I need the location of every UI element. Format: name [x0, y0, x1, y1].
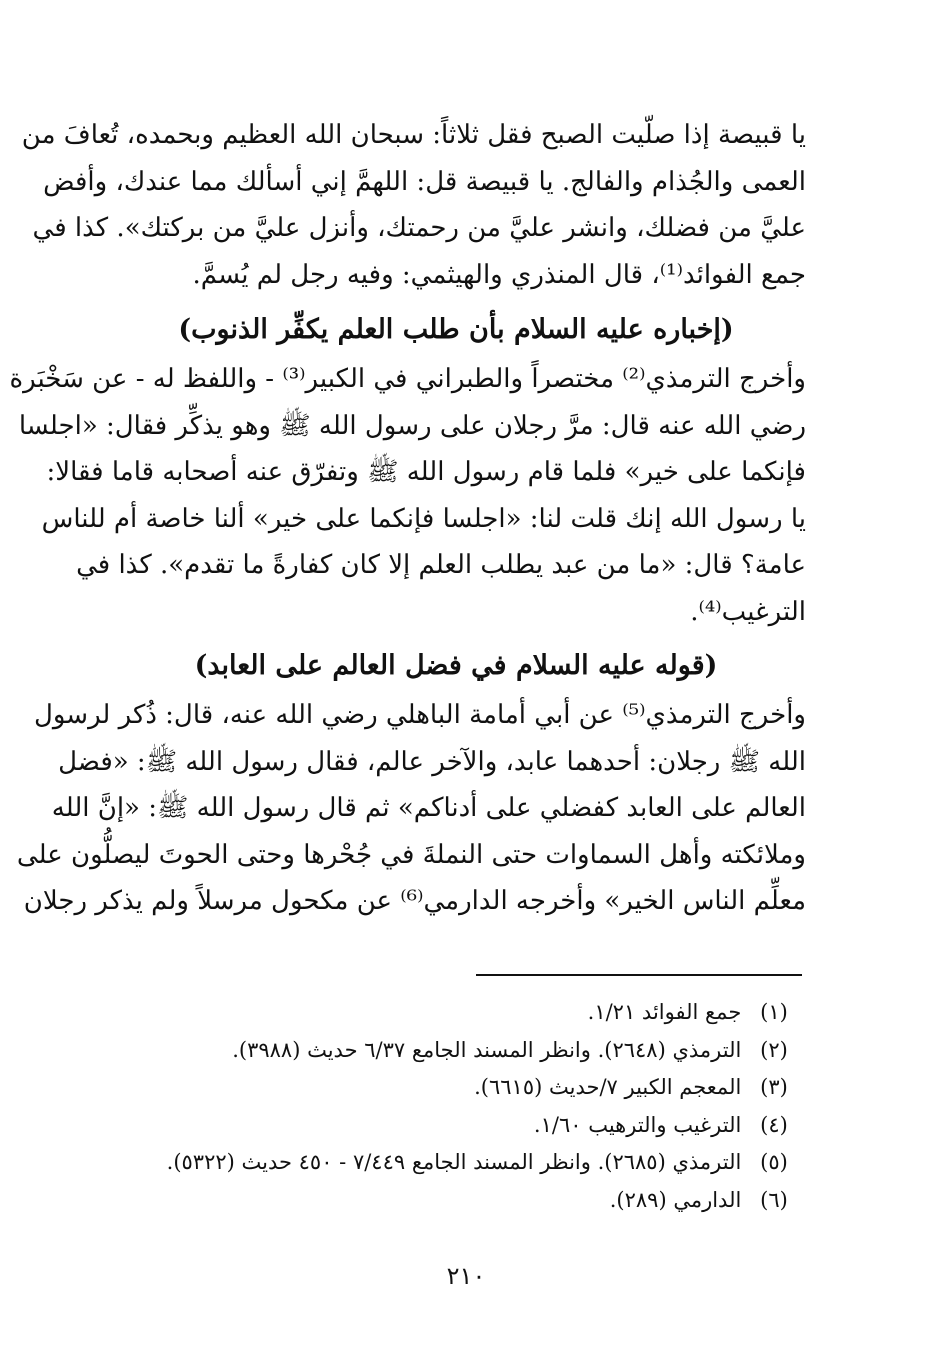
text-line: العالم على العابد كفضلي على أدناكم» ثم قال رسول الله ﷺ: «إنَّ الله: [51, 793, 806, 823]
text-line: العمى والجُذام والفالج. يا قبيصة قل: اللهمَّ إني أسألك مما عندك، وأفض: [43, 166, 806, 197]
footnote-text: الترغيب والترهيب ١/٦٠.: [533, 1112, 742, 1137]
paragraph-3: [16, 692, 806, 925]
footnote-text: الترمذي (٢٦٤٨). وانظر المسند الجامع ٦/٣٧ حديث (٣٩٨٨).: [232, 1037, 742, 1062]
footnote-number: (٣): [760, 1075, 788, 1099]
paragraph-2: [9, 356, 806, 635]
footnote-text: الترمذي (٢٦٨٥). وانظر المسند الجامع ٧/٤٤٩ - ٤٥٠ حديث (٥٣٢٢).: [166, 1150, 742, 1174]
text-line: عليَّ من فضلك، وانشر عليَّ من رحمتك، وأنزل عليَّ من بركتك». كذا في: [32, 213, 806, 243]
section-heading-2-wrapper: [106, 646, 806, 686]
footnote-item: [140, 994, 800, 1032]
section-heading-1-wrapper: [106, 310, 806, 350]
text-line: يا رسول الله إنك قلت لنا: «اجلسا فإنكما على خير» ألنا خاصة أم للناس: [41, 503, 806, 534]
footnotes: [140, 994, 800, 1219]
footnote-text: الدارمي (٢٨٩).: [609, 1187, 742, 1212]
text-line: وأخرج الترمذي⁽²⁾ مختصراً والطبراني في الكبير⁽³⁾ - واللفظ له - عن سَخْبَرة: [9, 364, 806, 394]
footnote-item: [140, 1182, 800, 1220]
text-line: فإنكما على خير» فلما قام رسول الله ﷺ وتفرّق عنه أصحابه قاما فقالا:: [46, 457, 806, 487]
footnote-number: (١): [760, 1000, 788, 1024]
text-line: الله ﷺ رجلان: أحدهما عابد، والآخر عالم، فقال رسول الله ﷺ: «فضل: [58, 746, 806, 777]
footnote-separator: [476, 974, 802, 976]
text-line: رضي الله عنه قال: مرَّ رجلان على رسول الله ﷺ وهو يذكِّر فقال: «اجلسا: [18, 410, 806, 441]
text-line: يا قبيصة إذا صلّيت الصبح فقل ثلاثاً: سبحان الله العظيم وبحمده، تُعافَ من: [21, 120, 806, 150]
paragraph-1: [21, 112, 806, 298]
text-line: جمع الفوائد⁽¹⁾، قال المنذري والهيثمي: وفيه رجل لم يُسمَّ.: [192, 259, 806, 290]
footnote-number: (٢): [760, 1037, 788, 1062]
section-heading: (إخباره عليه السلام بأن طلب العلم يكفِّر الذنوب): [178, 314, 734, 345]
page-number: ٢١٠: [446, 1262, 486, 1290]
footnote-item: [140, 1032, 800, 1070]
footnote-number: (٦): [760, 1187, 788, 1212]
text-line: وملائكته وأهل السماوات حتى النملةَ في جُحْرها وحتى الحوتَ ليصلُّون على: [16, 839, 806, 870]
footnote-text: جمع الفوائد ١/٢١.: [587, 1000, 742, 1024]
text-line: وأخرج الترمذي⁽⁵⁾ عن أبي أمامة الباهلي رضي الله عنه، قال: ذُكر لرسول: [33, 700, 806, 730]
text-line: معلِّم الناس الخير» وأخرجه الدارمي⁽⁶⁾ عن مكحول مرسلاً ولم يذكر رجلان: [23, 886, 806, 916]
section-heading: (قوله عليه السلام في فضل العالم على العابد): [194, 650, 718, 681]
footnote-number: (٤): [760, 1112, 788, 1137]
footnote-item: [140, 1144, 800, 1182]
footnote-item: [140, 1107, 800, 1145]
text-line: عامة؟ قال: «ما من عبد يطلب العلم إلا كان كفارةً ما تقدم». كذا في: [76, 550, 806, 580]
footnote-number: (٥): [760, 1150, 788, 1174]
footnote-item: [140, 1069, 800, 1107]
footnote-text: المعجم الكبير ٧/حديث (٦٦١٥).: [474, 1075, 742, 1099]
text-line: الترغيب⁽⁴⁾.: [690, 596, 806, 627]
